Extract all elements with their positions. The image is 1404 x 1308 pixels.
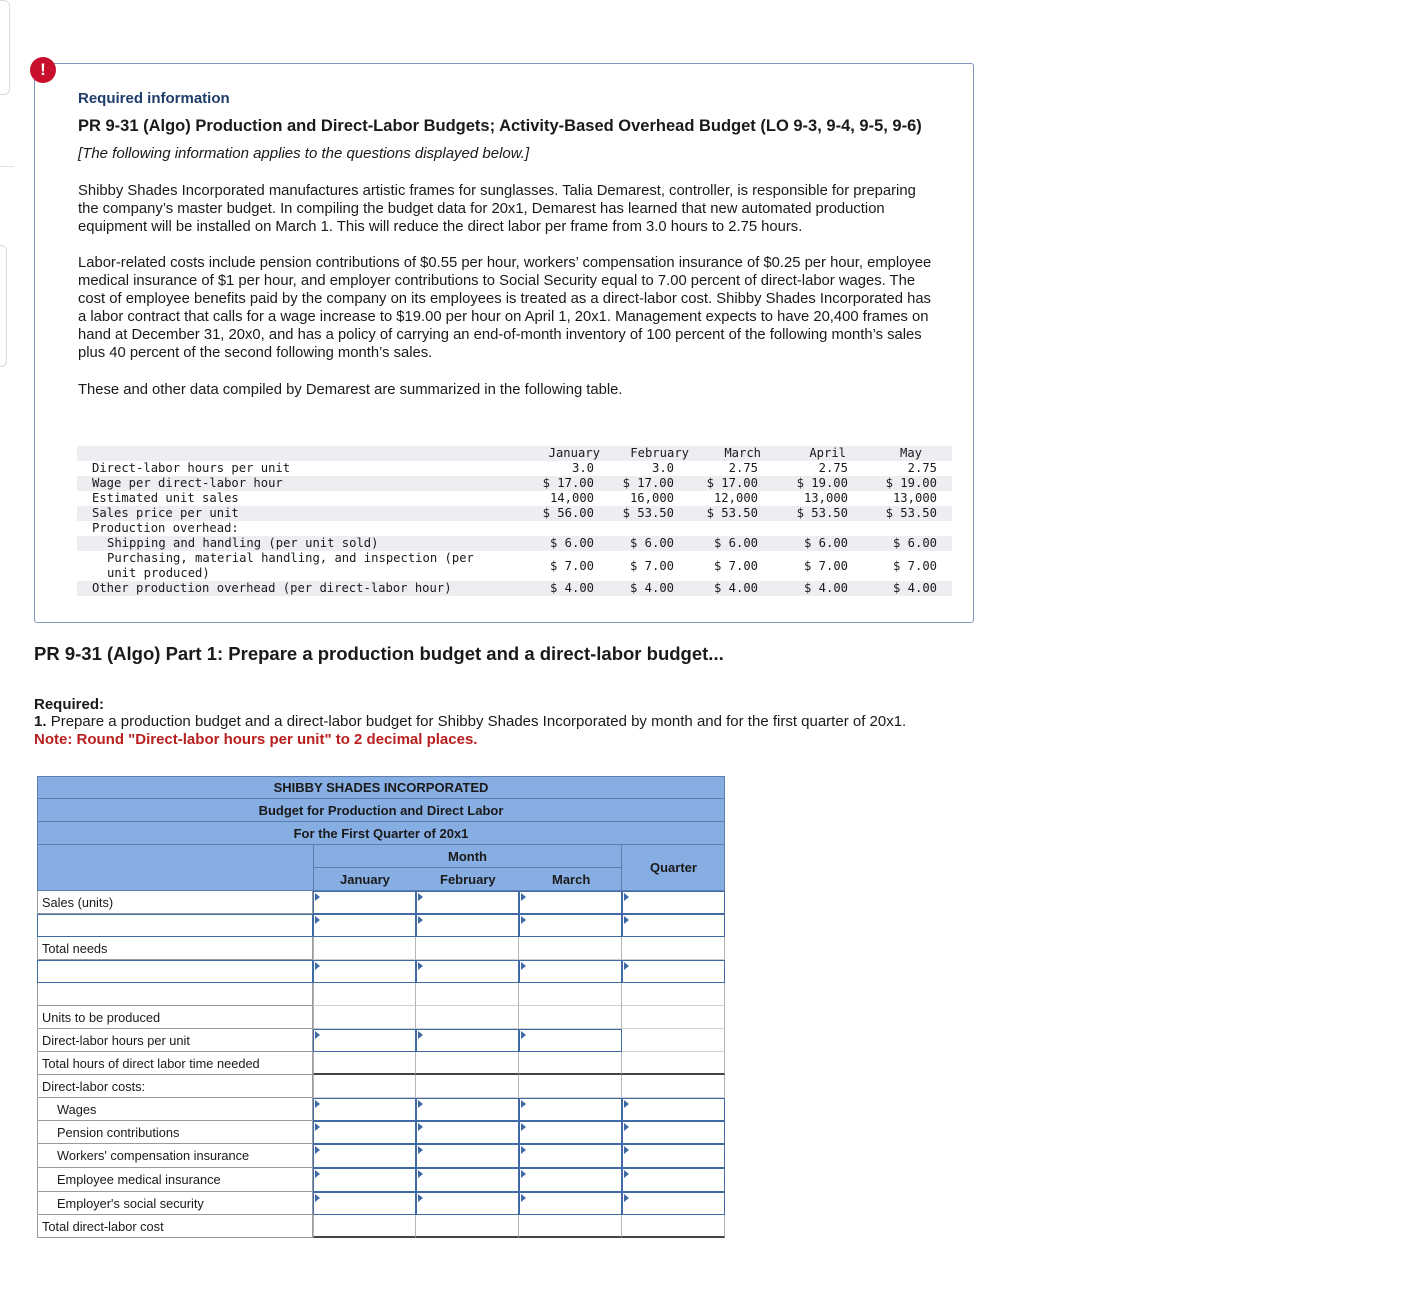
total-hours-january [313,1052,416,1075]
row-label-input[interactable] [37,960,313,983]
budget-column-header [37,845,725,891]
total-needs-quarter [622,937,725,960]
col-header-march: March [552,872,591,887]
spacer-cell [313,983,416,1006]
cell-value: 13,000 [803,491,848,505]
medical-february-input[interactable] [416,1168,519,1192]
cell-value: 2.75 [907,461,937,475]
month-group-header: Month [448,849,487,864]
begin-inventory-march-input[interactable] [519,960,622,983]
cell-value: $ 6.00 [549,536,594,550]
workers-comp-february-input[interactable] [416,1144,519,1168]
row-label-input[interactable] [37,914,313,937]
row-workers-comp [37,1144,725,1168]
row-label-empty [37,983,313,1006]
row-label-shipping: Shipping and handling (per unit sold) [107,536,379,550]
row-dl-costs-header [37,1075,725,1098]
cell-value: 2.75 [818,461,848,475]
row-label: Units to be produced [37,1006,313,1029]
col-header-quarter: Quarter [650,860,697,875]
intro-note: [The following information applies to the questions displayed below.] [78,145,530,162]
cell-value: $ 4.00 [803,581,848,595]
wages-march-input[interactable] [519,1098,622,1121]
required-number: 1. [34,713,47,730]
dl-costs-cell [519,1075,622,1098]
sales-january-input[interactable] [313,891,416,914]
wages-january-input[interactable] [313,1098,416,1121]
row-label-purchasing: Purchasing, material handling, and inspection (per [107,551,474,565]
total-hours-march [519,1052,622,1075]
cell-value: $ 4.00 [629,581,674,595]
cell-value: 3.0 [571,461,594,475]
row-dl-hours-per-unit [37,1029,725,1052]
row-pension [37,1121,725,1144]
cell-value: 12,000 [713,491,758,505]
cell-value: $ 17.00 [542,476,594,490]
row-label: Direct-labor hours per unit [37,1029,313,1052]
row-label-production-overhead: Production overhead: [92,521,239,535]
row-label: Total hours of direct labor time needed [37,1052,313,1075]
spacer-cell [519,983,622,1006]
edge-tab-1 [0,0,10,95]
cell-value: $ 6.00 [892,536,937,550]
required-instruction-text: Prepare a production budget and a direct-labor budget for Shibby Shades Incorporated by month and for the first quarter of 20x1. [50,713,907,730]
wages-quarter-input[interactable] [622,1098,725,1121]
dl-costs-cell [416,1075,519,1098]
social-security-january-input[interactable] [313,1192,416,1215]
cell-value: $ 7.00 [892,559,937,573]
total-dl-cost-quarter [622,1215,725,1238]
dl-costs-cell [313,1075,416,1098]
cell-value: $ 19.00 [885,476,937,490]
paragraph-2: Labor-related costs include pension contributions of $0.55 per hour, workers’ compensation insurance of $0.25 per hour, employee medical insurance of $1 per hour, and employer contributions to Social Security equal to 7.00 percent of direct-labor wages. The cost of employee benefits paid by the company on its employees is treated as a direct-labor cost. Shibby Shades Incorporated has a labor contract that calls for a wage increase to $19.00 per hour on April 1, 20x1. Management expects to have 20,400 frames on hand at December 31, 20x0, and has a policy of carrying an end-of-month inventory of 100 percent of the following month’s sales plus 40 percent of the second following month’s sales. [78,255,932,361]
cell-value: $ 7.00 [549,559,594,573]
month-header-february: February [630,446,689,460]
dl-hours-january-input[interactable] [313,1029,416,1052]
begin-inventory-quarter-input[interactable] [622,960,725,983]
cell-value: $ 7.00 [803,559,848,573]
total-dl-cost-january [313,1215,416,1238]
row-label: Total needs [37,937,313,960]
row-label: Wages [37,1098,313,1121]
total-dl-cost-march [519,1215,622,1238]
row-label: Employee medical insurance [37,1168,313,1192]
month-header-april: April [809,446,846,460]
rounding-note: Note: Round "Direct-labor hours per unit" to 2 decimal places. [34,731,478,748]
row-label: Workers' compensation insurance [37,1144,313,1168]
pension-quarter-input[interactable] [622,1121,725,1144]
budget-title: Budget for Production and Direct Labor [37,799,725,822]
dl-costs-cell [622,1075,725,1098]
row-wages [37,1098,725,1121]
total-needs-march [519,937,622,960]
row-label-wage: Wage per direct-labor hour [92,476,283,490]
budget-worksheet [37,776,725,1238]
inventory-february-input[interactable] [416,914,519,937]
cell-value: 16,000 [629,491,674,505]
spacer-cell [622,983,725,1006]
cell-value: $ 17.00 [706,476,758,490]
sales-february-input[interactable] [416,891,519,914]
col-header-january: January [340,872,390,887]
cell-value: $ 6.00 [629,536,674,550]
total-dl-cost-february [416,1215,519,1238]
row-total-needs [37,937,725,960]
required-info-heading: Required information [78,90,230,107]
row-label: Total direct-labor cost [37,1215,313,1238]
social-security-march-input[interactable] [519,1192,622,1215]
row-label: Direct-labor costs: [37,1075,313,1098]
cell-value: $ 53.50 [796,506,848,520]
cell-value: $ 17.00 [622,476,674,490]
social-security-february-input[interactable] [416,1192,519,1215]
row-total-dl-cost [37,1215,725,1238]
cell-value: $ 6.00 [713,536,758,550]
workers-comp-quarter-input[interactable] [622,1144,725,1168]
row-label-dl-hours: Direct-labor hours per unit [92,461,291,475]
units-produced-february [416,1006,519,1029]
cell-value: 3.0 [651,461,674,475]
cell-value: $ 56.00 [542,506,594,520]
row-label: Sales (units) [37,891,313,914]
medical-march-input[interactable] [519,1168,622,1192]
workers-comp-march-input[interactable] [519,1144,622,1168]
total-hours-february [416,1052,519,1075]
row-spacer [37,983,725,1006]
wages-february-input[interactable] [416,1098,519,1121]
month-header-march: March [724,446,761,460]
medical-quarter-input[interactable] [622,1168,725,1192]
cell-value: 13,000 [892,491,937,505]
row-label: Pension contributions [37,1121,313,1144]
row-label: Employer's social security [37,1192,313,1215]
row-beginning-inventory [37,960,725,983]
sales-quarter-input[interactable] [622,891,725,914]
cell-value: $ 7.00 [713,559,758,573]
total-needs-january [313,937,416,960]
part-title: PR 9-31 (Algo) Part 1: Prepare a production budget and a direct-labor budget... [34,643,724,664]
col-header-february: February [440,872,496,887]
units-produced-quarter [622,1006,725,1029]
medical-january-input[interactable] [313,1168,416,1192]
cell-value: $ 53.50 [622,506,674,520]
alert-icon: ! [30,57,56,83]
pension-january-input[interactable] [313,1121,416,1144]
sales-march-input[interactable] [519,891,622,914]
required-label: Required: [34,696,105,713]
paragraph-1: Shibby Shades Incorporated manufactures artistic frames for sunglasses. Talia Demarest, controller, is responsible for preparing the company’s master budget. In compiling the budget data for 20x1, Demarest has learned that new automated production equipment will be installed on March 1. This will reduce the direct labor per frame from 3.0 hours to 2.75 hours. [78,183,916,235]
edge-tab-2 [0,245,7,367]
spacer-cell [416,983,519,1006]
row-label-purchasing-cont: unit produced) [107,566,210,580]
cell-value: $ 53.50 [706,506,758,520]
row-label-sales-price: Sales price per unit [92,506,239,520]
cell-value: $ 6.00 [803,536,848,550]
begin-inventory-february-input[interactable] [416,960,519,983]
paragraph-3: These and other data compiled by Demarest are summarized in the following table. [78,382,623,398]
cell-value: $ 7.00 [629,559,674,573]
row-ending-inventory [37,914,725,937]
month-header-may: May [899,446,922,460]
workers-comp-january-input[interactable] [313,1144,416,1168]
cell-value: $ 4.00 [892,581,937,595]
edge-divider [0,166,14,167]
inventory-quarter-input[interactable] [622,914,725,937]
row-medical [37,1168,725,1192]
cell-value: $ 53.50 [885,506,937,520]
row-sales [37,891,725,914]
row-label-other-overhead: Other production overhead (per direct-labor hour) [92,581,452,595]
cell-value: $ 19.00 [796,476,848,490]
row-social-security [37,1192,725,1215]
total-hours-quarter [622,1052,725,1075]
pension-march-input[interactable] [519,1121,622,1144]
units-produced-march [519,1006,622,1029]
begin-inventory-january-input[interactable] [313,960,416,983]
inventory-january-input[interactable] [313,914,416,937]
pension-february-input[interactable] [416,1121,519,1144]
month-header-january: January [548,446,600,460]
cell-value: $ 4.00 [713,581,758,595]
budget-period: For the First Quarter of 20x1 [37,822,725,845]
cell-value: 14,000 [549,491,594,505]
row-units-produced [37,1006,725,1029]
budget-company: SHIBBY SHADES INCORPORATED [37,776,725,799]
dl-hours-february-input[interactable] [416,1029,519,1052]
social-security-quarter-input[interactable] [622,1192,725,1215]
dl-hours-march-input[interactable] [519,1029,622,1052]
units-produced-january [313,1006,416,1029]
cell-value: $ 4.00 [549,581,594,595]
problem-title: PR 9-31 (Algo) Production and Direct-Labor Budgets; Activity-Based Overhead Budget (LO 9-3, 9-4, 9-5, 9-6) [78,117,922,135]
required-instruction [34,713,906,730]
cell-value: 2.75 [728,461,758,475]
inventory-march-input[interactable] [519,914,622,937]
row-total-hours [37,1052,725,1075]
total-needs-february [416,937,519,960]
dl-hours-quarter [622,1029,725,1052]
row-label-unit-sales: Estimated unit sales [92,491,239,505]
